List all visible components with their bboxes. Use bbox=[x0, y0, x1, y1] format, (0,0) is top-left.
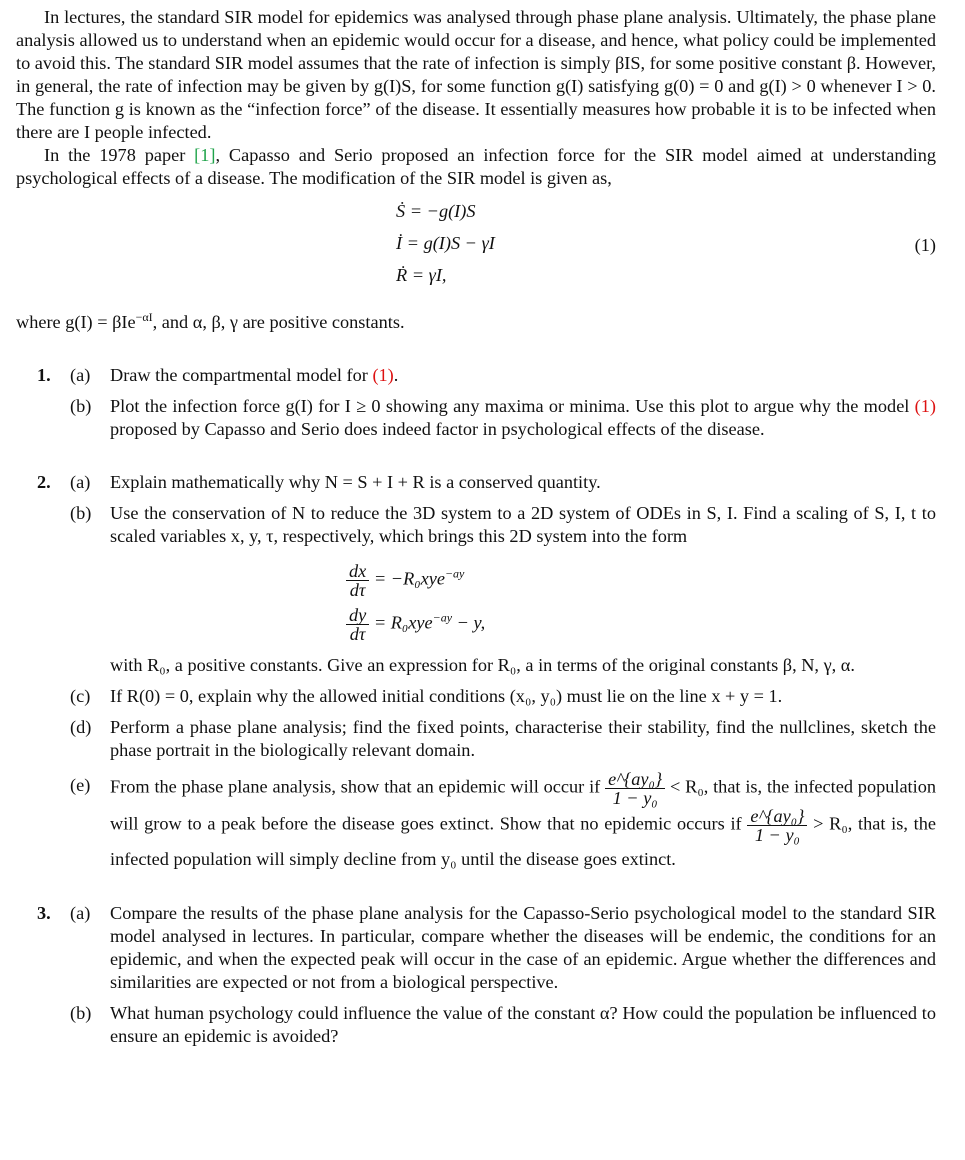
where-exponent: −αI bbox=[135, 310, 153, 324]
fraction-dy-dtau bbox=[346, 606, 369, 643]
ode-dy-tail: − y, bbox=[452, 612, 486, 633]
question-1b bbox=[16, 395, 936, 441]
where-constants: , and α, β, γ are positive constants. bbox=[152, 312, 405, 333]
intro-paragraph-2 bbox=[16, 144, 936, 190]
question-2c-text: If R(0) = 0, explain why the allowed initial conditions (x₀, y₀) must lie on the line x + y = 1. bbox=[110, 686, 783, 707]
question-2c-label: (c) bbox=[70, 686, 91, 707]
question-1a-label: (a) bbox=[70, 365, 91, 386]
fraction-denominator: dτ bbox=[349, 580, 366, 601]
question-2b-text: Use the conservation of N to reduce the 3D system to a 2D system of ODEs in S, I. Find a scaling of S, I, t to scaled variables x, y, τ, respectively, which brings this 2D system into the form bbox=[110, 503, 936, 547]
question-3b bbox=[16, 1002, 936, 1048]
equation-i: İ = g(I)S − γI bbox=[396, 233, 495, 253]
question-3b-text: What human psychology could influence the value of the constant α? How could the population be influenced to ensure an epidemic is avoided? bbox=[110, 1003, 936, 1047]
equation-number: (1) bbox=[914, 235, 936, 255]
question-2a-text: Explain mathematically why N = S + I + R is a conserved quantity. bbox=[110, 472, 601, 493]
scaled-odes bbox=[16, 554, 936, 650]
sir-equations bbox=[16, 198, 936, 306]
fraction-denominator: 1 − y₀ bbox=[754, 825, 800, 846]
question-2d-label: (d) bbox=[70, 717, 92, 738]
question-3 bbox=[16, 902, 936, 1048]
intro-p2-start: In the 1978 paper bbox=[44, 145, 195, 165]
ode-dx-exponent: −ay bbox=[444, 566, 465, 581]
where-clause bbox=[16, 306, 936, 334]
fraction-epidemic-condition bbox=[605, 770, 665, 807]
question-2e-label: (e) bbox=[70, 775, 91, 796]
question-3a-label: (a) bbox=[70, 903, 91, 924]
question-1b-label: (b) bbox=[70, 396, 92, 417]
question-3b-label: (b) bbox=[70, 1003, 92, 1024]
equation-s: Ṡ = −g(I)S bbox=[396, 201, 476, 221]
equation-ref-link[interactable]: (1) bbox=[914, 396, 936, 417]
question-1a-end: . bbox=[393, 365, 399, 386]
ode-dx bbox=[346, 562, 464, 599]
question-2a bbox=[16, 471, 936, 494]
equation-ref-link[interactable]: (1) bbox=[372, 365, 394, 386]
fraction-numerator: e^{ay₀} bbox=[605, 770, 665, 789]
ode-dy bbox=[346, 606, 485, 643]
ode-dy-exponent: −ay bbox=[432, 610, 453, 625]
fraction-numerator: dx bbox=[346, 562, 369, 581]
question-3-number: 3. bbox=[37, 903, 51, 924]
question-1a-text: Draw the compartmental model for bbox=[110, 365, 373, 386]
question-2 bbox=[16, 471, 936, 874]
question-1 bbox=[16, 364, 936, 441]
fraction-dx-dtau bbox=[346, 562, 369, 599]
fraction-denominator: dτ bbox=[349, 624, 366, 645]
ode-dy-rhs: = R₀xye bbox=[373, 612, 433, 633]
question-3a bbox=[16, 902, 936, 994]
question-2-number: 2. bbox=[37, 472, 51, 493]
fraction-denominator: 1 − y₀ bbox=[612, 788, 658, 809]
question-2d-text: Perform a phase plane analysis; find the fixed points, characterise their stability, find the nullclines, sketch the phase portrait in the biologically relevant domain. bbox=[110, 717, 936, 761]
question-1-number: 1. bbox=[37, 365, 51, 386]
fraction-no-epidemic-condition bbox=[747, 807, 807, 844]
question-2b bbox=[16, 502, 936, 548]
question-2b-followup: with R₀, a positive constants. Give an expression for R₀, a in terms of the original constants β, N, γ, α. bbox=[110, 655, 855, 676]
document bbox=[16, 6, 936, 1048]
fraction-numerator: dy bbox=[346, 606, 369, 625]
intro-p2-end: , Capasso and Serio proposed an infection force for the SIR model aimed at understanding psychological effects of a disease. The modification of the SIR model is given as, bbox=[16, 145, 936, 188]
question-2e-text-2: < R₀, that is, the infected population will grow to a peak before the disease goes extinct. Show that no epidemic occurs if bbox=[110, 776, 937, 834]
question-1b-text-1: Plot the infection force g(I) for I ≥ 0 showing any maxima or minima. Use this plot to argue why the model bbox=[110, 396, 915, 417]
intro-paragraph-1: In lectures, the standard SIR model for epidemics was analysed through phase plane analysis. Ultimately, the phase plane analysis allowed us to understand when an epidemic would occur for a disease, and hence, what policy could be implemented to avoid this. The standard SIR model assumes that the rate of infection is simply βIS, for some positive constant β. However, in general, the rate of infection may be given by g(I)S, for some function g(I) satisfying g(0) = 0 and g(I) > 0 whenever I > 0. The function g is known as the “infection force” of the disease. It essentially measures how probable it is to be infected when there are I people infected. bbox=[16, 7, 936, 142]
fraction-numerator: e^{ay₀} bbox=[747, 807, 807, 826]
question-2e-text-1: From the phase plane analysis, show that an epidemic will occur if bbox=[110, 776, 606, 797]
equation-r: Ṙ = γI, bbox=[396, 265, 447, 285]
question-2d bbox=[16, 716, 936, 762]
question-2c bbox=[16, 685, 936, 708]
citation-link[interactable]: [1] bbox=[194, 145, 216, 165]
where-g-def: where g(I) = βIe bbox=[16, 312, 136, 333]
question-2a-label: (a) bbox=[70, 472, 91, 493]
question-1b-text-2: proposed by Capasso and Serio does indeed factor in psychological effects of the disease. bbox=[110, 419, 765, 440]
question-2e bbox=[16, 770, 936, 874]
question-3a-text: Compare the results of the phase plane analysis for the Capasso-Serio psychological model to the standard SIR model analysed in lectures. In particular, compare whether the diseases will be endemic, the conditions for an epidemic, and when the expected peak will occur in the case of an epidemic. Argue whether the differences and similarities are expected or not from a biological perspective. bbox=[110, 903, 936, 993]
question-2e-text-3: > R₀, that is, the infected population will simply decline from y₀ until the disease goes extinct. bbox=[110, 813, 936, 870]
question-2b-label: (b) bbox=[70, 503, 92, 524]
ode-dx-rhs: = −R₀xye bbox=[373, 568, 445, 589]
question-1a bbox=[16, 364, 936, 387]
